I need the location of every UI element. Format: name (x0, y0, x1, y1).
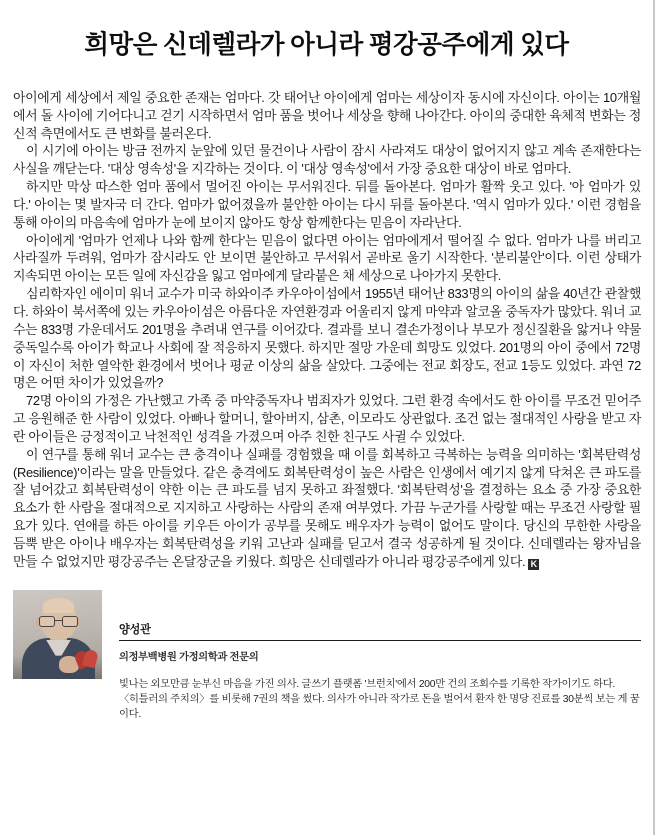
author-photo (13, 590, 102, 679)
paragraph-3: 하지만 막상 따스한 엄마 품에서 멀어진 아이는 무서워진다. 뒤를 돌아본다. 엄마가 활짝 웃고 있다. '아 엄마가 있다.' 아이는 몇 발자국 더 간다. 엄마가 없어졌을까 불안한 아이는 다시 뒤를 돌아본다. '역시 엄마가 있다.' 이런 경험을 통해 아이의 마음속에 엄마가 눈에 보이지 않아도 항상 함께한다는 믿음이 자라난다. (13, 179, 641, 230)
glasses-lens-left (39, 616, 55, 627)
glasses-icon (37, 616, 80, 627)
author-block (0, 590, 653, 723)
page-title: 희망은 신데렐라가 아니라 평강공주에게 있다 (84, 30, 569, 59)
author-bio-line-1: 빛나는 외모만큼 눈부신 마음을 가진 의사. 글쓰기 플랫폼 '브런치'에서 200만 건의 조회수를 기록한 작가이기도 하다. (119, 678, 616, 690)
end-of-article-mark: K (528, 559, 539, 570)
paragraph-5: 심리학자인 에이미 워너 교수가 미국 하와이주 카우아이섬에서 1955년 태어난 833명의 아이의 삶을 40년간 관찰했다. 하와이 북서쪽에 있는 카우아이섬은 아름다운 자연환경과 어울리지 않게 마약과 알코올 중독자가 많았다. 워너 교수는 833명 가운데서도 201명을 추려내 연구를 이어갔다. 결과를 보니 결손가정이나 부모가 정신질환을 앓거나 약물중독일수록 아이가 학교나 사회에 잘 적응하지 못했다. 하지만 절망 가운데 희망도 있었다. 201명의 아이 중에서 72명이 자신이 처한 열악한 환경에서 벗어나 평균 이상의 삶을 살았다. 그중에는 전교 회장도, 전교 1등도 있었다. 과연 72명은 어떤 차이가 있었을까? (13, 286, 641, 391)
author-info (119, 590, 641, 723)
author-role: 의정부백병원 가정의학과 전문의 (119, 651, 259, 663)
paragraph-2: 이 시기에 아이는 방금 전까지 눈앞에 있던 물건이나 사람이 잠시 사라져도 대상이 없어지지 않고 계속 존재한다는 사실을 깨닫는다. '대상 영속성'을 지각하는 것이다. 이 '대상 영속성'에서 가장 중요한 대상이 바로 엄마다. (13, 143, 641, 177)
glasses-lens-right (62, 616, 78, 627)
heart-model-icon (76, 648, 98, 670)
glasses-bridge (55, 620, 62, 621)
author-name: 양성관 (119, 621, 641, 641)
author-bio (119, 677, 641, 723)
paragraph-1: 아이에게 세상에서 제일 중요한 존재는 엄마다. 갓 태어난 아이에게 엄마는 세상이자 동시에 자신이다. 아이는 10개월에서 돌 사이에 기어다니고 걷기 시작하면서 엄마 품을 벗어나 세상을 향해 나아간다. 아이의 중대한 육체적 변화는 정신적 측면에서도 큰 변화를 불러온다. (13, 89, 641, 141)
article-body (0, 89, 653, 571)
author-bio-line-2: 〈히틀러의 주치의〉를 비롯해 7권의 책을 썼다. 의사가 아니라 작가로 돈을 벌어서 환자 한 명당 진료를 30분씩 보는 게 꿈이다. (119, 693, 640, 721)
paragraph-7-text: 이 연구를 통해 워너 교수는 큰 충격이나 실패를 경험했을 때 이를 회복하고 극복하는 능력을 의미하는 '회복탄력성(Resilience)'이라는 말을 만들었다. 같은 충격에도 회복탄력성이 높은 사람은 인생에서 예기지 않게 닥쳐온 큰 파도를 잘 넘어갔고 회복탄력성이 약한 이는 큰 파도를 넘지 못하고 좌절했다. '회복탄력성'을 결정하는 요소 중 가장 중요한 요소가 한 사람을 절대적으로 지지하고 사랑하는 사람의 존재 여부였다. 가끔 누군가를 사랑할 때는 무조건 사랑할 필요가 있다. 연애를 하든 아이를 키우든 아이가 공부를 못해도 배우자가 능력이 없어도 말이다. 당신의 무한한 사랑을 듬뿍 받은 아이나 배우자는 회복탄력성을 키워 고난과 실패를 딛고서 결국 성공하게 될 것이다. 신데렐라는 왕자님을 만들 수 없었지만 평강공주는 온달장군을 키웠다. 희망은 신데렐라가 아니라 평강공주에게 있다. (13, 446, 641, 569)
paragraph-4: 아이에게 '엄마가 언제나 나와 함께 한다'는 믿음이 없다면 아이는 엄마에게서 떨어질 수 없다. 엄마가 나를 버리고 사라질까 두려워, 엄마가 잠시라도 안 보이면 불안하고 무서워서 곧바로 울기 시작한다. '분리불안'이다. 이런 상태가 지속되면 아이는 모든 일에 자신감을 잃고 엄마에게 달라붙은 채 세상으로 나아가지 못한다. (13, 232, 641, 284)
paragraph-6: 72명 아이의 가정은 가난했고 가족 중 마약중독자나 범죄자가 있었다. 그런 환경 속에서도 한 아이를 무조건 믿어주고 응원해준 한 사람이 있었다. 아빠나 할머니, 할아버지, 삼촌, 이모라도 상관없다. 조건 없는 절대적인 사랑을 받고 자란 아이들은 긍정적이고 낙천적인 성격을 가졌으며 아주 친한 친구도 사귈 수 있었다. (13, 393, 641, 444)
paragraph-7 (13, 446, 641, 571)
